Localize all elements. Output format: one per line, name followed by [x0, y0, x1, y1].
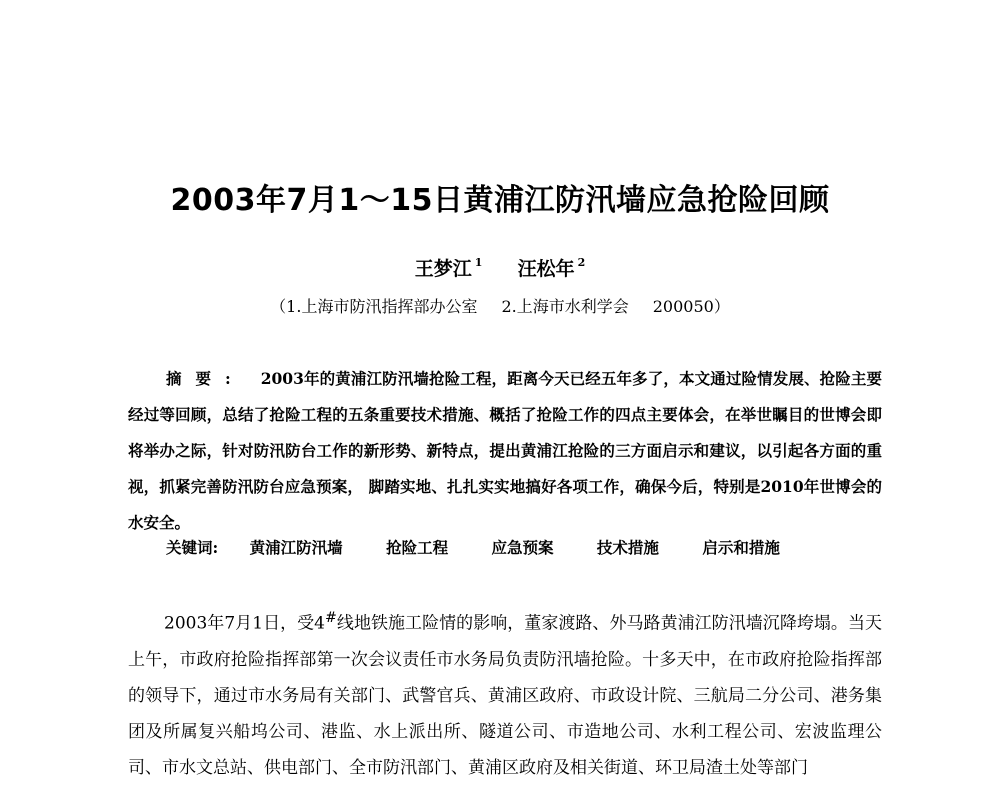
body-superscript: #	[325, 610, 337, 626]
paper-title: 2003年7月1～15日黄浦江防汛墙应急抢险回顾	[170, 183, 830, 218]
keyword-item: 启示和措施	[702, 538, 780, 557]
author-name: 汪松年	[517, 258, 575, 280]
body-paragraph	[128, 600, 882, 786]
keywords-label: 关键词:	[166, 538, 219, 557]
affiliation-postcode: 200050	[652, 297, 714, 316]
keyword-item: 黄浦江防汛墙	[249, 538, 343, 557]
keyword-item: 抢险工程	[386, 538, 449, 557]
body-text-part1: 2003年7月1日，受4	[164, 613, 325, 634]
affiliation-open-paren: （	[270, 297, 287, 316]
affiliation-close-paren: ）	[713, 297, 730, 316]
keyword-item: 应急预案	[491, 538, 554, 557]
author-line	[0, 254, 1000, 281]
affiliation-second: 2.上海市水利学会	[501, 297, 629, 316]
abstract	[128, 361, 882, 541]
author-name: 王梦江	[414, 258, 472, 280]
abstract-label: 摘要:	[166, 369, 245, 388]
body-text-part2: 线地铁施工险情的影响，董家渡路、外马路黄浦江防汛墙沉降垮塌。当天上午，市政府抢险指挥部第一次会议责任市水务局负责防汛墙抢险。十多天中，在市政府抢险指挥部的领导下，通过市水务局有关部门、武警官兵、黄浦区政府、市政设计院、三航局二分公司、港务集团及所属复兴船坞公司、港监、水上派出所、隧道公司、市造地公司、水利工程公司、宏波监理公司、市水文总站、供电部门、全市防汛部门、黄浦区政府及相关街道、环卫局渣土处等部门	[128, 613, 882, 778]
affiliation-line	[0, 294, 1000, 317]
keywords	[166, 536, 886, 558]
author-affiliation-mark: 2	[577, 256, 586, 269]
keyword-item: 技术措施	[596, 538, 659, 557]
affiliation-first: 1.上海市防汛指挥部办公室	[286, 297, 478, 316]
author-affiliation-mark: 1	[474, 256, 483, 269]
abstract-text: 2003年的黄浦江防汛墙抢险工程，距离今天已经五年多了，本文通过险情发展、抢险主要经过等回顾，总结了抢险工程的五条重要技术措施、概括了抢险工作的四点主要体会，在举世瞩目的世博会即将举办之际，针对防汛防台工作的新形势、新特点，提出黄浦江抢险的三方面启示和建议，以引起各方面的重视，抓紧完善防汛防台应急预案， 脚踏实地、扎扎实实地搞好各项工作，确保今后，特别是2010年世博会的水安全。	[128, 369, 882, 532]
